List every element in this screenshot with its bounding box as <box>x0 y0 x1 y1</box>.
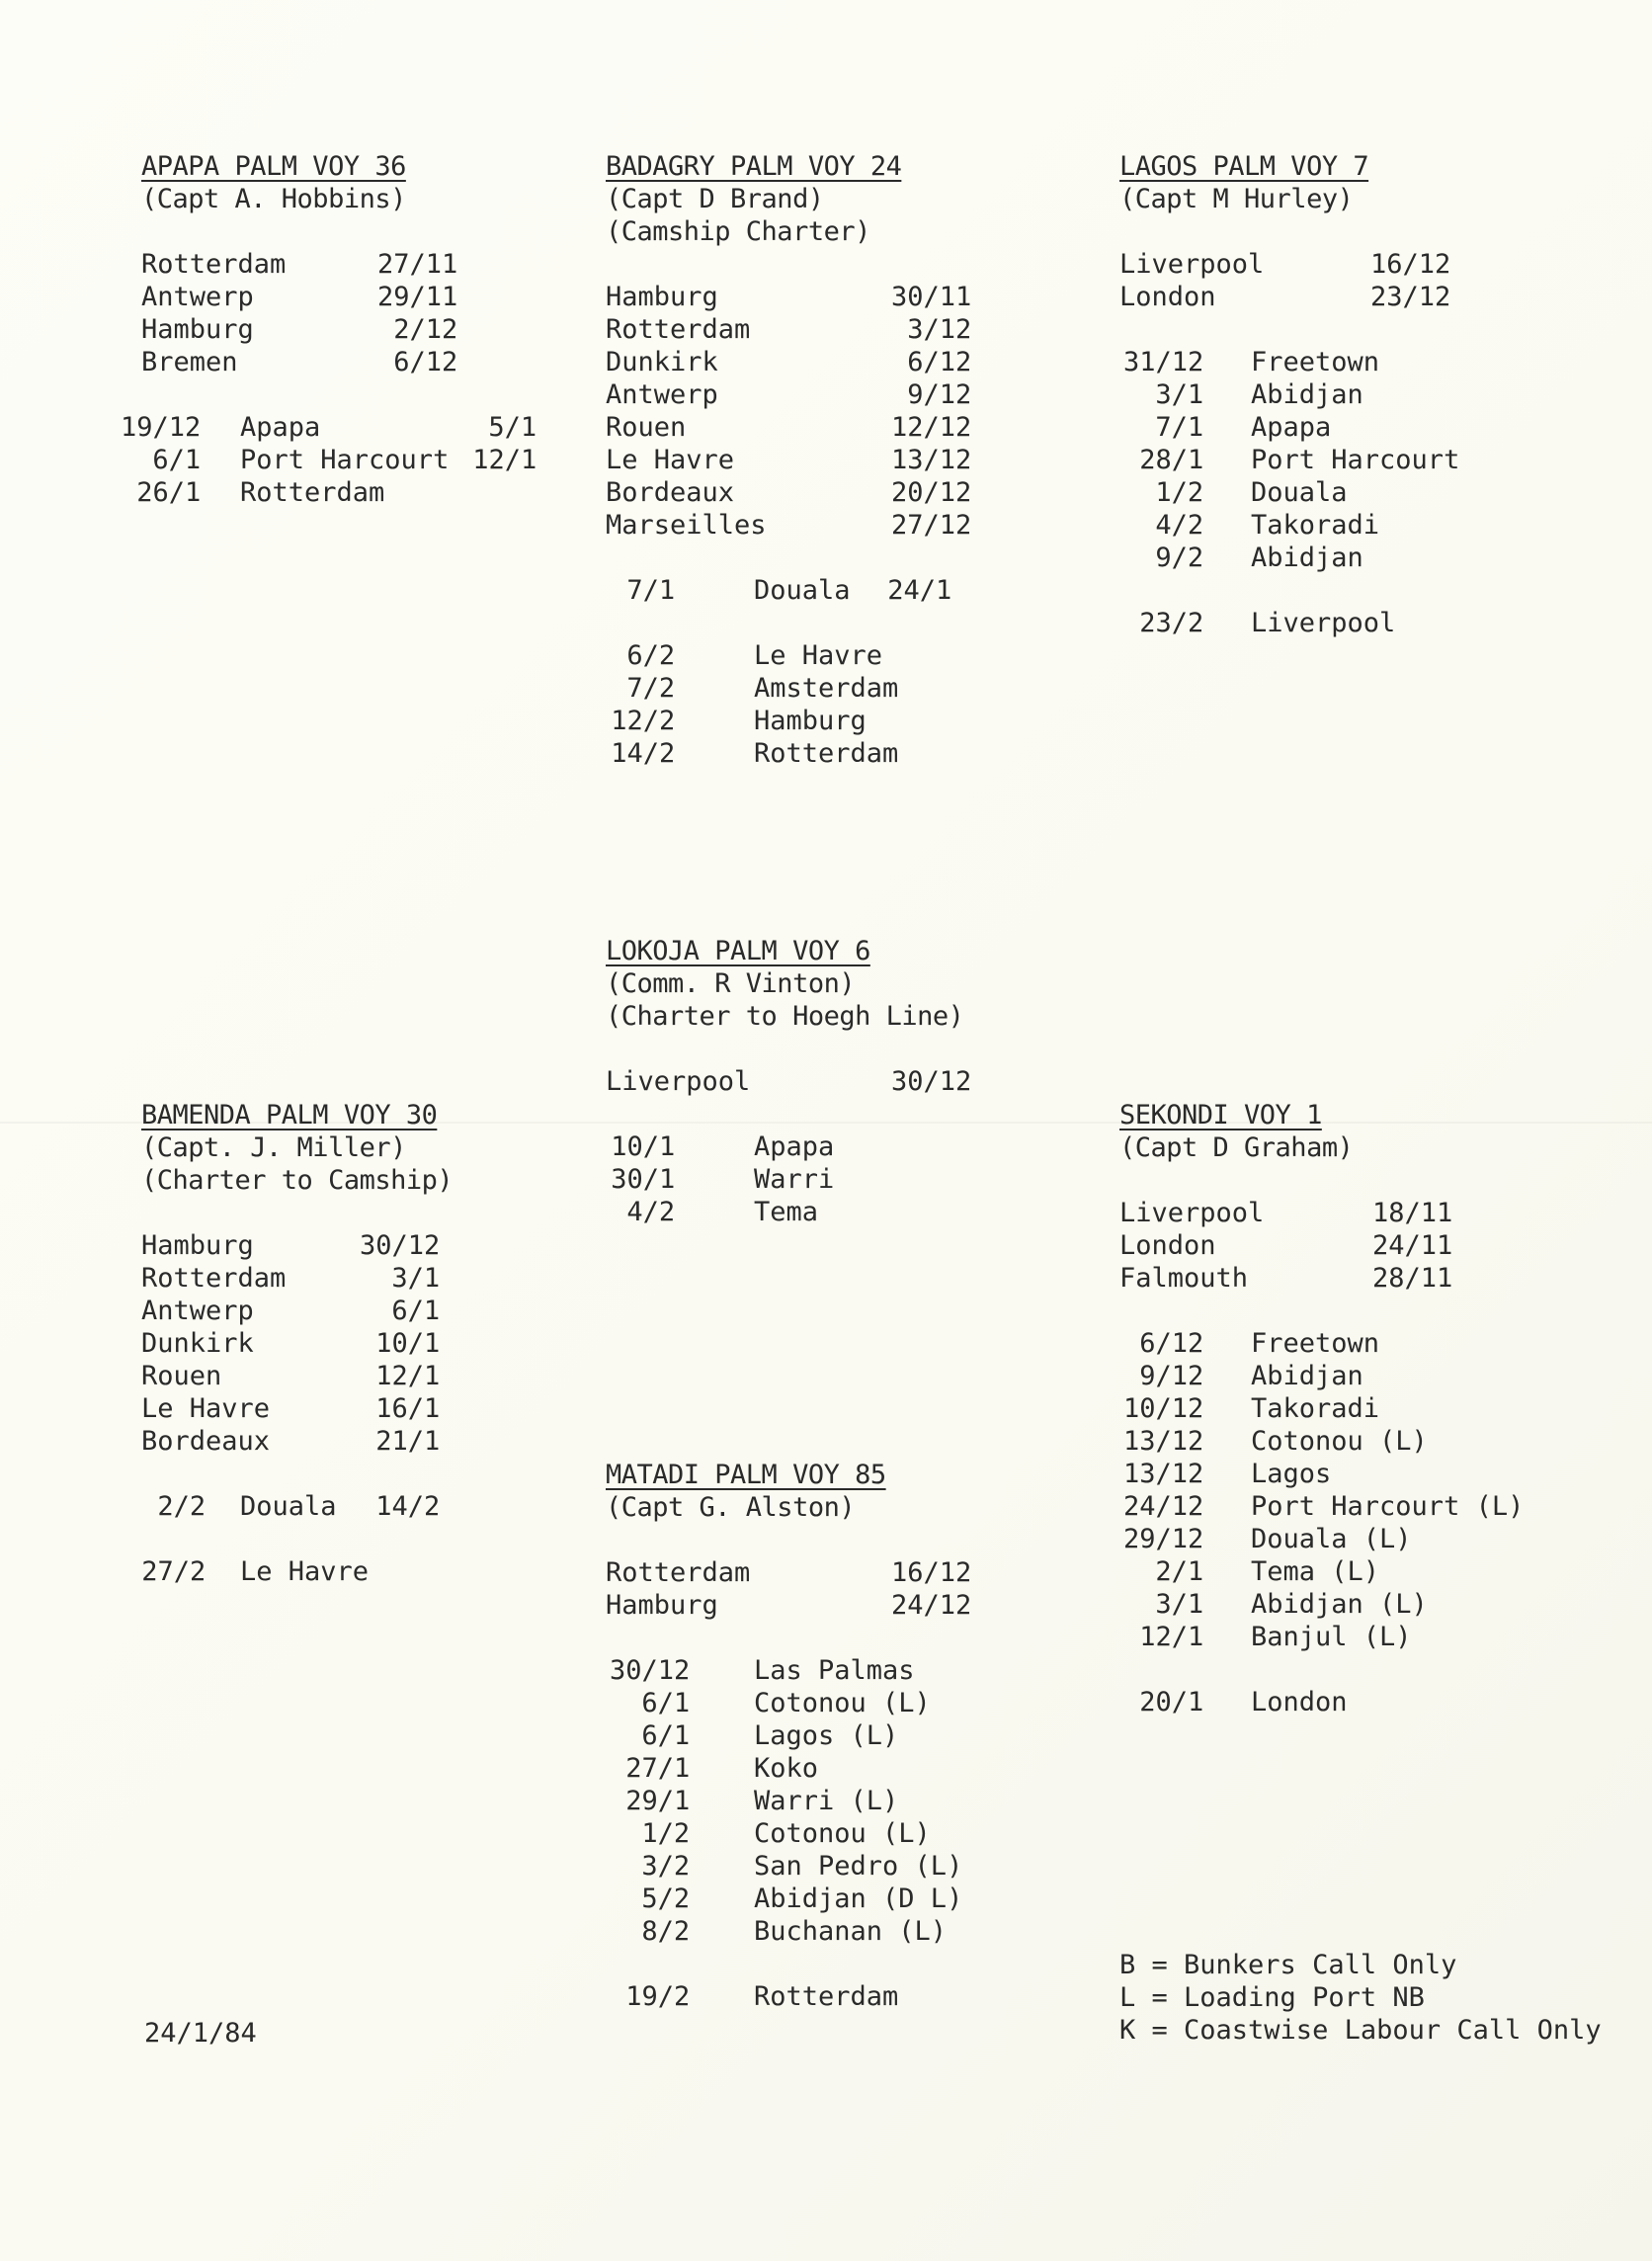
port-name: London <box>1119 282 1216 312</box>
voyage-title: LOKOJA PALM VOY 6 <box>606 936 870 966</box>
schedule-row <box>1119 1197 1584 1229</box>
port-date: 24/12 <box>891 1590 972 1621</box>
call-date: 27/2 <box>141 1556 206 1587</box>
call-date: 29/1 <box>625 1786 691 1816</box>
schedule-row <box>1119 1425 1584 1458</box>
schedule-row <box>1119 378 1534 411</box>
schedule-row <box>141 1262 556 1295</box>
call-date: 6/1 <box>152 445 202 475</box>
call-date: 4/2 <box>626 1197 676 1227</box>
call-date: 2/2 <box>157 1491 206 1522</box>
port-date: 9/12 <box>907 379 972 410</box>
schedule-row <box>141 1327 556 1360</box>
legend-coastwise: K = Coastwise Labour Call Only <box>1119 2015 1602 2046</box>
schedule-row <box>141 281 556 313</box>
port-name: Bordeaux <box>606 477 735 508</box>
call-port: Apapa <box>240 412 321 443</box>
call-port: Douala (L) <box>1251 1524 1412 1554</box>
schedule-row <box>1119 1588 1584 1621</box>
charter-note: (Charter to Camship) <box>141 1165 454 1196</box>
schedule-row <box>1119 476 1534 509</box>
schedule-row <box>1119 509 1534 542</box>
call-port: Lagos (L) <box>754 1720 899 1751</box>
schedule-row <box>606 1556 1001 1589</box>
coast-calls <box>1119 346 1534 574</box>
schedule-row <box>1119 1327 1584 1360</box>
call-date: 28/1 <box>1139 445 1204 475</box>
call-port: Apapa <box>1251 412 1332 443</box>
port-name: Rouen <box>141 1361 222 1391</box>
captain: (Capt M Hurley) <box>1119 184 1354 214</box>
port-name: Hamburg <box>141 1230 254 1261</box>
call-port: Port Harcourt <box>240 445 450 475</box>
call-date: 6/1 <box>641 1720 691 1751</box>
schedule-row <box>141 1392 556 1425</box>
schedule-row <box>141 346 556 378</box>
port-date: 30/12 <box>891 1066 972 1097</box>
schedule-row <box>606 1719 1001 1752</box>
final-call <box>606 1980 1001 2013</box>
call-port: Amsterdam <box>754 673 899 704</box>
call-date: 6/2 <box>626 640 676 671</box>
schedule-row <box>141 1490 556 1523</box>
port-date: 16/1 <box>375 1393 441 1424</box>
captain: (Capt. J. Miller) <box>141 1132 406 1163</box>
call-port: Douala <box>754 575 851 606</box>
call-date: 19/2 <box>625 1981 691 2012</box>
voyage-apapa-palm <box>121 150 556 509</box>
call-date: 1/2 <box>1155 477 1204 508</box>
port-date: 10/1 <box>375 1328 441 1359</box>
schedule-row <box>1119 1621 1584 1653</box>
schedule-row <box>606 1654 1001 1687</box>
schedule-row <box>606 1687 1001 1719</box>
voyage-matadi-palm <box>606 1459 1001 2013</box>
call-port: Cotonou (L) <box>754 1818 931 1849</box>
call-date: 26/1 <box>136 477 202 508</box>
call-date: 30/1 <box>611 1164 676 1195</box>
port-name: Hamburg <box>606 1590 718 1621</box>
port-date: 12/12 <box>891 412 972 443</box>
call-date: 10/12 <box>1123 1393 1204 1424</box>
coast-calls <box>606 1654 1001 1948</box>
call-port: Warri (L) <box>754 1786 899 1816</box>
call-port: Hamburg <box>754 706 867 736</box>
call-date: 8/2 <box>641 1916 691 1947</box>
call-date: 7/1 <box>1155 412 1204 443</box>
call-port: Liverpool <box>1251 608 1396 638</box>
call-date: 29/12 <box>1123 1524 1204 1554</box>
port-date: 24/11 <box>1372 1230 1453 1261</box>
port-name: Rotterdam <box>141 249 287 280</box>
call-date: 4/2 <box>1155 510 1204 541</box>
call-port: Cotonou (L) <box>1251 1426 1428 1457</box>
port-name: Dunkirk <box>606 347 718 377</box>
schedule-row <box>606 444 1001 476</box>
voyage-title: BAMENDA PALM VOY 30 <box>141 1100 438 1130</box>
schedule-row <box>141 1229 556 1262</box>
coast-calls <box>121 411 556 509</box>
schedule-row <box>606 1752 1001 1785</box>
call-date: 19/12 <box>121 412 202 443</box>
call-port: Rotterdam <box>754 738 899 769</box>
port-date: 27/11 <box>377 249 458 280</box>
schedule-row <box>606 639 1001 672</box>
call-date: 24/12 <box>1123 1491 1204 1522</box>
port-date: 2/12 <box>393 314 458 345</box>
call-date: 12/2 <box>611 706 676 736</box>
call-port: Apapa <box>754 1131 835 1162</box>
charter-note: (Camship Charter) <box>606 216 870 247</box>
schedule-row <box>136 476 556 509</box>
call-date: 1/2 <box>641 1818 691 1849</box>
call-port: Abidjan <box>1251 379 1363 410</box>
europe-ports <box>1119 1197 1584 1295</box>
final-call <box>1119 607 1534 639</box>
schedule-row <box>1119 1555 1584 1588</box>
call-port: Le Havre <box>754 640 883 671</box>
call-port: Port Harcourt (L) <box>1251 1491 1525 1522</box>
schedule-row <box>1119 346 1534 378</box>
call-date: 31/12 <box>1123 347 1204 377</box>
document-date: 24/1/84 <box>144 2018 257 2049</box>
call-date: 14/2 <box>611 738 676 769</box>
schedule-row <box>141 1555 556 1588</box>
port-name: Liverpool <box>1119 1198 1265 1228</box>
legend-bunkers: B = Bunkers Call Only <box>1119 1950 1457 1980</box>
call-port: Cotonou (L) <box>754 1688 931 1718</box>
port-date: 12/1 <box>375 1361 441 1391</box>
call-date: 23/2 <box>1139 608 1204 638</box>
call-port: Abidjan (L) <box>1251 1589 1428 1620</box>
schedule-row <box>606 509 1001 542</box>
schedule-row <box>606 574 1001 607</box>
port-name: Le Havre <box>606 445 735 475</box>
charter-note: (Charter to Hoegh Line) <box>606 1001 964 1032</box>
schedule-row <box>141 444 556 476</box>
captain: (Capt A. Hobbins) <box>141 184 406 214</box>
port-date: 28/11 <box>1372 1263 1453 1294</box>
call-date: 13/12 <box>1123 1426 1204 1457</box>
schedule-row <box>1119 1262 1584 1295</box>
port-date: 6/12 <box>907 347 972 377</box>
schedule-row <box>606 1817 1001 1850</box>
port-name: Rotterdam <box>141 1263 287 1294</box>
voyage-title: MATADI PALM VOY 85 <box>606 1460 886 1490</box>
schedule-row <box>606 411 1001 444</box>
port-date: 21/1 <box>375 1426 441 1457</box>
schedule-row <box>1119 1686 1584 1718</box>
port-name: Dunkirk <box>141 1328 254 1359</box>
call-port: Banjul (L) <box>1251 1622 1412 1652</box>
call-departure: 14/2 <box>375 1491 441 1522</box>
call-date: 6/12 <box>1139 1328 1204 1359</box>
europe-ports <box>606 281 1001 542</box>
schedule-row <box>121 411 556 444</box>
port-name: Liverpool <box>1119 249 1265 280</box>
mid-call <box>606 574 1001 607</box>
port-name: Antwerp <box>141 282 254 312</box>
port-date: 30/12 <box>360 1230 441 1261</box>
call-date: 3/1 <box>1155 379 1204 410</box>
call-port: Tema (L) <box>1251 1556 1380 1587</box>
europe-ports <box>606 1556 1001 1622</box>
schedule-row <box>606 346 1001 378</box>
call-port: San Pedro (L) <box>754 1851 963 1882</box>
schedule-row <box>141 1425 556 1458</box>
voyage-lokoja-palm <box>606 935 1001 1228</box>
port-name: Liverpool <box>606 1066 751 1097</box>
port-name: Hamburg <box>606 282 718 312</box>
europe-ports <box>606 1065 1001 1098</box>
final-call <box>1119 1686 1584 1718</box>
call-date: 7/2 <box>626 673 676 704</box>
call-date: 12/1 <box>1139 1622 1204 1652</box>
schedule-row <box>606 1196 1001 1228</box>
schedule-row <box>606 705 1001 737</box>
schedule-row <box>1119 1490 1584 1523</box>
voyage-sekondi <box>1119 1099 1584 1718</box>
call-port: Rotterdam <box>240 477 385 508</box>
call-date: 5/2 <box>641 1884 691 1914</box>
call-date: 13/12 <box>1123 1459 1204 1489</box>
port-date: 6/12 <box>393 347 458 377</box>
call-departure: 5/1 <box>488 412 537 443</box>
port-date: 20/12 <box>891 477 972 508</box>
schedule-row <box>1119 248 1534 281</box>
call-port: Douala <box>1251 477 1348 508</box>
call-port: Abidjan <box>1251 1361 1363 1391</box>
call-port: Koko <box>754 1753 819 1784</box>
schedule-row <box>606 1980 1001 2013</box>
port-name: Rotterdam <box>606 314 751 345</box>
voyage-title: BADAGRY PALM VOY 24 <box>606 151 902 182</box>
call-port: Rotterdam <box>754 1981 899 2012</box>
call-port: Port Harcourt <box>1251 445 1460 475</box>
schedule-row <box>606 1785 1001 1817</box>
legend-loading: L = Loading Port NB <box>1119 1982 1425 2013</box>
schedule-row <box>606 672 1001 705</box>
call-date: 27/1 <box>625 1753 691 1784</box>
call-port: Abidjan (D L) <box>754 1884 963 1914</box>
port-name: Antwerp <box>606 379 718 410</box>
call-port: Lagos <box>1251 1459 1332 1489</box>
call-port: Douala <box>240 1491 337 1522</box>
call-date: 7/1 <box>626 575 676 606</box>
schedule-row <box>606 1883 1001 1915</box>
call-port: Tema <box>754 1197 819 1227</box>
schedule-row <box>606 1850 1001 1883</box>
call-port: Takoradi <box>1251 510 1380 541</box>
call-port: Abidjan <box>1251 543 1363 573</box>
schedule-row <box>141 248 556 281</box>
schedule-row <box>1119 1392 1584 1425</box>
schedule-row <box>141 1295 556 1327</box>
call-date: 2/1 <box>1155 1556 1204 1587</box>
port-name: Rotterdam <box>606 1557 751 1588</box>
call-departure: 24/1 <box>887 575 952 606</box>
schedule-row <box>1119 607 1534 639</box>
schedule-row <box>141 1360 556 1392</box>
schedule-row <box>606 1589 1001 1622</box>
captain: (Capt G. Alston) <box>606 1492 856 1523</box>
call-date: 30/12 <box>610 1655 691 1686</box>
port-name: Le Havre <box>141 1393 271 1424</box>
port-name: Rouen <box>606 412 687 443</box>
call-port: Takoradi <box>1251 1393 1380 1424</box>
coast-calls <box>1119 1327 1584 1653</box>
final-call <box>141 1555 556 1588</box>
schedule-row <box>606 1915 1001 1948</box>
call-port: Las Palmas <box>754 1655 915 1686</box>
call-port: Warri <box>754 1164 835 1195</box>
schedule-row <box>1119 1360 1584 1392</box>
port-date: 30/11 <box>891 282 972 312</box>
call-date: 9/12 <box>1139 1361 1204 1391</box>
schedule-row <box>606 281 1001 313</box>
voyage-bamenda-palm <box>141 1099 556 1588</box>
captain: (Capt D Graham) <box>1119 1132 1354 1163</box>
port-date: 16/12 <box>891 1557 972 1588</box>
call-port: Buchanan (L) <box>754 1916 948 1947</box>
legend <box>1119 1949 1602 2047</box>
voyage-title: SEKONDI VOY 1 <box>1119 1100 1322 1130</box>
port-date: 16/12 <box>1370 249 1451 280</box>
port-date: 3/1 <box>391 1263 441 1294</box>
return-ports <box>606 639 1001 770</box>
schedule-row <box>606 737 1001 770</box>
schedule-row <box>1119 281 1534 313</box>
port-date: 18/11 <box>1372 1198 1453 1228</box>
captain: (Comm. R Vinton) <box>606 968 856 999</box>
port-name: Marseilles <box>606 510 767 541</box>
port-name: London <box>1119 1230 1216 1261</box>
europe-ports <box>141 248 556 378</box>
port-name: Hamburg <box>141 314 254 345</box>
mid-call <box>141 1490 556 1523</box>
port-date: 3/12 <box>907 314 972 345</box>
schedule-row <box>141 313 556 346</box>
port-name: Antwerp <box>141 1296 254 1326</box>
call-port: Freetown <box>1251 1328 1380 1359</box>
europe-ports <box>1119 248 1534 313</box>
call-date: 3/1 <box>1155 1589 1204 1620</box>
call-date: 10/1 <box>611 1131 676 1162</box>
coast-calls <box>606 1130 1001 1228</box>
schedule-row <box>606 313 1001 346</box>
port-date: 29/11 <box>377 282 458 312</box>
call-date: 9/2 <box>1155 543 1204 573</box>
schedule-row <box>1119 1229 1584 1262</box>
call-port: Freetown <box>1251 347 1380 377</box>
schedule-row <box>1119 411 1534 444</box>
voyage-badagry-palm <box>606 150 1001 770</box>
port-name: Bremen <box>141 347 238 377</box>
call-date: 20/1 <box>1139 1687 1204 1717</box>
europe-ports <box>141 1229 556 1458</box>
schedule-row <box>606 378 1001 411</box>
port-date: 13/12 <box>891 445 972 475</box>
schedule-row <box>606 476 1001 509</box>
captain: (Capt D Brand) <box>606 184 824 214</box>
voyage-title: LAGOS PALM VOY 7 <box>1119 151 1369 182</box>
call-port: London <box>1251 1687 1348 1717</box>
schedule-row <box>606 1130 1001 1163</box>
call-port: Le Havre <box>240 1556 370 1587</box>
port-date: 6/1 <box>391 1296 441 1326</box>
port-name: Falmouth <box>1119 1263 1249 1294</box>
schedule-row <box>1119 444 1534 476</box>
port-date: 23/12 <box>1370 282 1451 312</box>
schedule-row <box>1119 1458 1584 1490</box>
voyage-title: APAPA PALM VOY 36 <box>141 151 406 182</box>
call-departure: 12/1 <box>472 445 537 475</box>
call-date: 6/1 <box>641 1688 691 1718</box>
port-name: Bordeaux <box>141 1426 271 1457</box>
call-date: 3/2 <box>641 1851 691 1882</box>
schedule-row <box>1119 542 1534 574</box>
voyage-lagos-palm <box>1119 150 1534 639</box>
schedule-row <box>606 1163 1001 1196</box>
schedule-row <box>606 1065 1001 1098</box>
port-date: 27/12 <box>891 510 972 541</box>
schedule-row <box>1119 1523 1584 1555</box>
